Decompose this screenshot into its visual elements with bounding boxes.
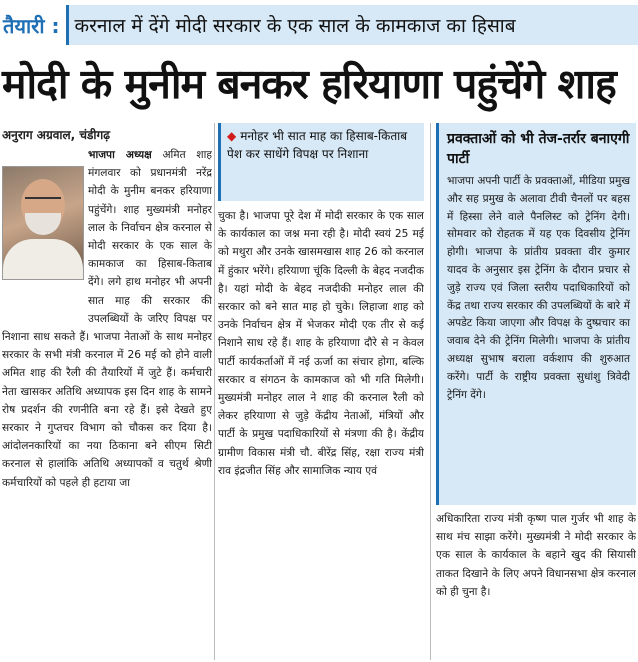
lead-word: भाजपा अध्यक्ष (88, 149, 152, 161)
column-3-text: अधिकारिता राज्य मंत्री कृष्ण पाल गुर्जर भी शाह के साथ मंच साझा करेंगे। मुख्यमंत्री ने मोदी सरकार के एक साल के कार्यकाल के बहाने खुद की सियासी ताकत दिखाने के लिए अपने विधानसभा क्षेत्र करनाल को ही चुना है। (436, 513, 636, 598)
article-column-3 (436, 510, 636, 660)
column-divider (214, 123, 215, 660)
column-divider-2 (430, 123, 431, 660)
sidebar-box (436, 123, 636, 505)
highlight-box (218, 123, 424, 201)
kicker-label: तैयारी : (3, 13, 60, 38)
diamond-bullet-icon: ◆ (227, 129, 237, 143)
column-1-body: अमित शाह मंगलवार को प्रधानमंत्री नरेंद्र मोदी के मुनीम बनकर हरियाणा पहुंचेंगे। शाह मुख्यमंत्री मनोहर लाल के निर्वाचन क्षेत्र करनाल से मोदी सरकार के एक साल के कामकाज का हिसाब-किताब देंगे। लगे हाथ मनोहर भी अपनी सात माह की सरकार की उपलब्धियों के जरिए विपक्ष पर निशाना साध सकते हैं। भाजपा नेताओं के साथ मनोहर सरकार के सभी मंत्री करनाल में 26 मई को होने वाली अमित शाह की रैली की तैयारियों में जुटे हैं। कर्मचारी नेता खासकर अतिथि अध्यापक इस दिन शाह के सामने रोष प्रदर्शन की रणनीति बना रहे हैं। इसे देखते हुए सरकार ने गुप्तचर विभाग को चौकस कर दिया है। आंदोलनकारियों का नया ठिकाना बने सीएम सिटी करनाल से हालांकि अतिथि अध्यापकों व चतुर्थ श्रेणी कर्मचारियों को पहले ही हटाया जा (2, 149, 212, 489)
kicker-text: करनाल में देंगे मोदी सरकार के एक साल के कामकाज का हिसाब (66, 5, 638, 45)
byline: अनुराग अग्रवाल, चंडीगढ़ (2, 128, 111, 142)
article-column-1 (2, 146, 212, 660)
amit-shah-photo (2, 166, 84, 280)
sidebar-title: प्रवक्ताओं को भी तेज-तर्रार बनाएगी पार्टी (447, 131, 630, 167)
column-2-text: चुका है। भाजपा पूरे देश में मोदी सरकार के एक साल के कार्यकाल का जश्न मना रही है। मोदी स्वयं 25 मई को मथुरा और उनके खासमखास शाह 26 को करनाल में हुंकार भरेंगे। हरियाणा चूंकि दिल्ली के बेहद नजदीक है। यहां मोदी के बेहद नजदीकी मनोहर लाल की सरकार को बने सात माह हो चुके। लिहाजा शाह को उनके निर्वाचन क्षेत्र में भेजकर मोदी एक तीर से कई निशाने साध रहे हैं। शाह के हरियाणा दौरे से न केवल पार्टी कार्यकर्ताओं में नई ऊर्जा का संचार होगा, बल्कि सरकार व संगठन के कामकाज को भी गति मिलेगी। मुख्यमंत्री मनोहर लाल ने शाह की करनाल रैली को लेकर हरियाणा से जुड़े केंद्रीय नेताओं, मंत्रियों और पार्टी के प्रमुख पदाधिकारियों से मंत्रणा की है। केंद्रीय ग्रामीण विकास मंत्री चौ. बीरेंद्र सिंह, रक्षा राज्य मंत्री राव इंद्रजीत सिंह और सामाजिक न्याय एवं (218, 210, 424, 477)
headline: मोदी के मुनीम बनकर हरियाणा पहुंचेंगे शाह (2, 60, 616, 108)
photo-wrap (2, 146, 84, 324)
sidebar-text: भाजपा अपनी पार्टी के प्रवक्ताओं, मीडिया प्रमुख और सह प्रमुख के अलावा टीवी चैनलों पर बहस में हिस्सा लेने वाले पैनलिस्ट को ट्रेनिंग देगी। सोमवार को रोहतक में यह एक दिवसीय ट्रेनिंग होगी। भाजपा के प्रांतीय प्रवक्ता वीर कुमार यादव के अनुसार इस ट्रेनिंग के दौरान प्रचार से जुड़े राज्य एवं जिला स्तरीय पदाधिकारियों को केंद्र तथा राज्य सरकार की उपलब्धियों के बारे में अपडेट किया जाएगा और विपक्ष के दुष्प्रचार का जवाब देने की ट्रेनिंग मिलेगी। भाजपा के प्रांतीय अध्यक्ष सुभाष बराला वर्कशाप की शुरुआत करेंगे। पार्टी के राष्ट्रीय प्रवक्ता सुधांशु त्रिवेदी ट्रेनिंग देंगे। (447, 175, 630, 401)
article-column-2 (218, 207, 424, 660)
highlight-text: मनोहर भी सात माह का हिसाब-किताब पेश कर साधेंगे विपक्ष पर निशाना (227, 129, 408, 161)
kicker-bar (0, 0, 638, 50)
